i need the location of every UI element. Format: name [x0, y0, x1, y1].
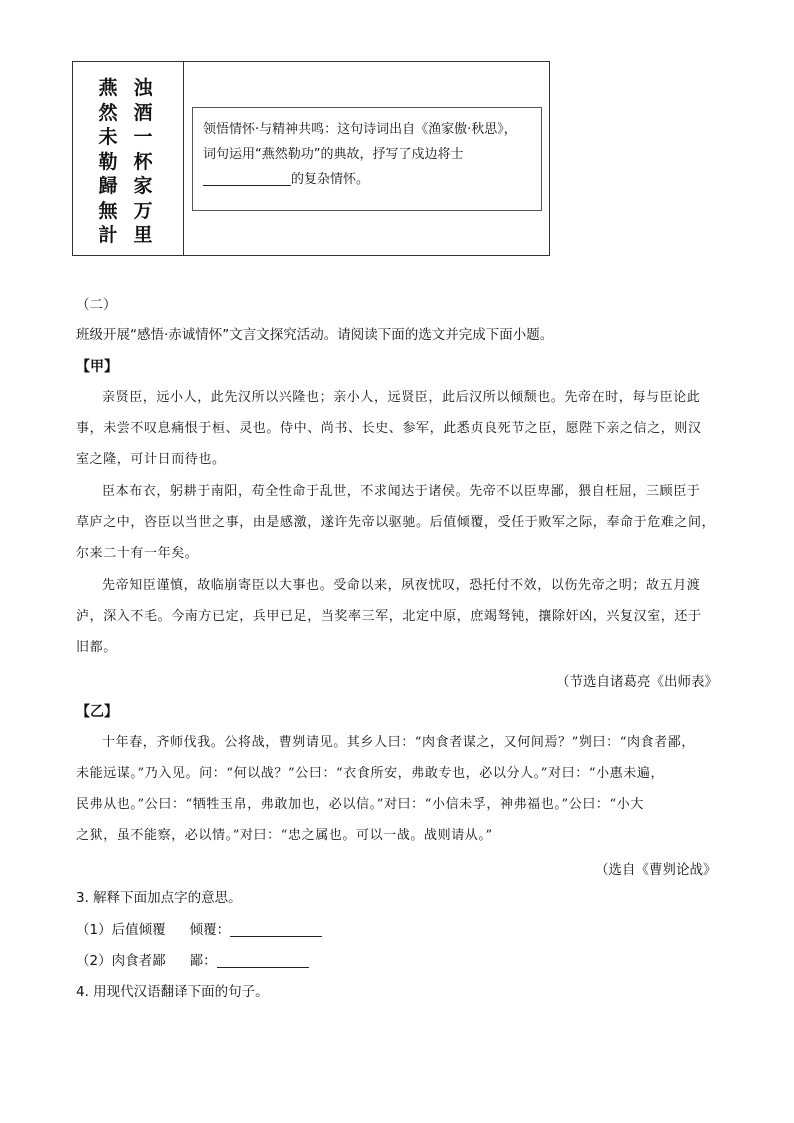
prompt-line: 领悟情怀·与精神共鸣：这句诗词出自《渔家傲·秋思》，	[203, 122, 517, 137]
section-heading: （二）	[76, 297, 117, 313]
question-3-2-label: （2）肉食者鄙	[76, 953, 166, 969]
poem-char: 勒	[98, 150, 118, 173]
passage-a-line: 室之隆，可计日而待也。	[76, 452, 226, 467]
prompt-suffix: 的复杂情怀。	[291, 172, 370, 187]
passage-a-source: （节选自诸葛亮《出师表》	[556, 674, 718, 690]
passage-a-line: 亲贤臣，远小人，此先汉所以兴隆也；亲小人，远贤臣，此后汉所以倾颓也。先帝在时，每与臣论此	[102, 390, 701, 405]
passage-a-line: 先帝知臣谨慎，故临崩寄臣以大事也。受命以来，夙夜忧叹，恐托付不效，以伤先帝之明；故五月渡	[102, 578, 701, 593]
prompt-line: 词句运用“燕然勒功”的典故，抒写了戍边将士	[203, 147, 464, 162]
poem-column-2	[96, 76, 120, 248]
poem-char: 杯	[133, 150, 153, 173]
answer-blank[interactable]	[217, 951, 309, 968]
prompt-line	[203, 167, 531, 192]
poem-char: 計	[98, 224, 118, 246]
section-intro: 班级开展“感悟·赤诚情怀”文言文探究活动。请阅读下面的选文并完成下面小题。	[76, 327, 554, 343]
question-3-1	[76, 920, 322, 940]
passage-a-line: 旧都。	[76, 640, 117, 655]
question-3-1-word: 倾覆：	[189, 922, 231, 938]
poem-char: 燕	[98, 77, 118, 99]
passage-a-line: 泸，深入不毛。今南方已定，兵甲已足，当奖率三军，北定中原，庶竭驽钝，攘除奸凶，兴复汉室，还于	[76, 609, 702, 624]
passage-a-line: 尔来二十有一年矣。	[76, 546, 199, 561]
answer-blank[interactable]	[203, 169, 291, 186]
passage-a-line: 臣本布衣，躬耕于南阳，苟全性命于乱世，不求闻达于诸侯。先帝不以臣卑鄙，猥自枉屈，三顾臣于	[102, 484, 701, 499]
passage-a-label: 【甲】	[76, 359, 118, 375]
passage-b-label: 【乙】	[76, 704, 118, 720]
passage-b-source: （选自《曹刿论战》	[595, 862, 717, 878]
poem-char: 未	[98, 126, 118, 148]
poem-char: 酒	[133, 101, 153, 124]
poem-char: 一	[133, 126, 153, 148]
poem-column-1	[131, 76, 155, 248]
poem-char: 無	[98, 199, 118, 222]
passage-b-line: 之狱，虽不能察，必以情。”对曰：“忠之属也。可以一战。战则请从。”	[76, 828, 493, 843]
table-divider	[183, 62, 184, 255]
poem-char: 歸	[98, 175, 118, 197]
poem-char: 家	[133, 175, 153, 197]
poem-char: 浊	[133, 77, 153, 99]
question-4: 4. 用现代汉语翻译下面的句子。	[76, 984, 269, 1000]
prompt-box	[192, 107, 542, 211]
passage-b-line: 民弗从也。”公曰：“牺牲玉帛，弗敢加也，必以信。”对曰：“小信未孚，神弗福也。”公曰：“小大	[76, 797, 644, 812]
question-3-2	[76, 951, 309, 971]
poem-table	[72, 61, 550, 256]
answer-blank[interactable]	[230, 920, 322, 937]
poem-char: 然	[98, 101, 118, 124]
poem-char: 里	[133, 224, 153, 246]
passage-b-line: 十年春，齐师伐我。公将战，曹刿请见。其乡人曰：“肉食者谋之，又何间焉？”刿曰：“肉食者鄙，	[102, 735, 695, 750]
question-3-2-word: 鄙：	[189, 953, 217, 969]
question-3: 3. 解释下面加点字的意思。	[76, 890, 242, 906]
passage-a-line: 草庐之中，咨臣以当世之事，由是感激，遂许先帝以驱驰。后值倾覆，受任于败军之际，奉命于危难之间，	[76, 515, 716, 530]
passage-b-line: 未能远谋。”乃入见。问：“何以战？”公曰：“衣食所安，弗敢专也，必以分人。”对曰：“小惠未遍，	[76, 766, 665, 781]
poem-char: 万	[133, 199, 153, 222]
question-3-1-label: （1）后值倾覆	[76, 922, 166, 938]
passage-a-line: 事，未尝不叹息痛恨于桓、灵也。侍中、尚书、长史、参军，此悉贞良死节之臣，愿陛下亲之信之，则汉	[76, 421, 702, 436]
